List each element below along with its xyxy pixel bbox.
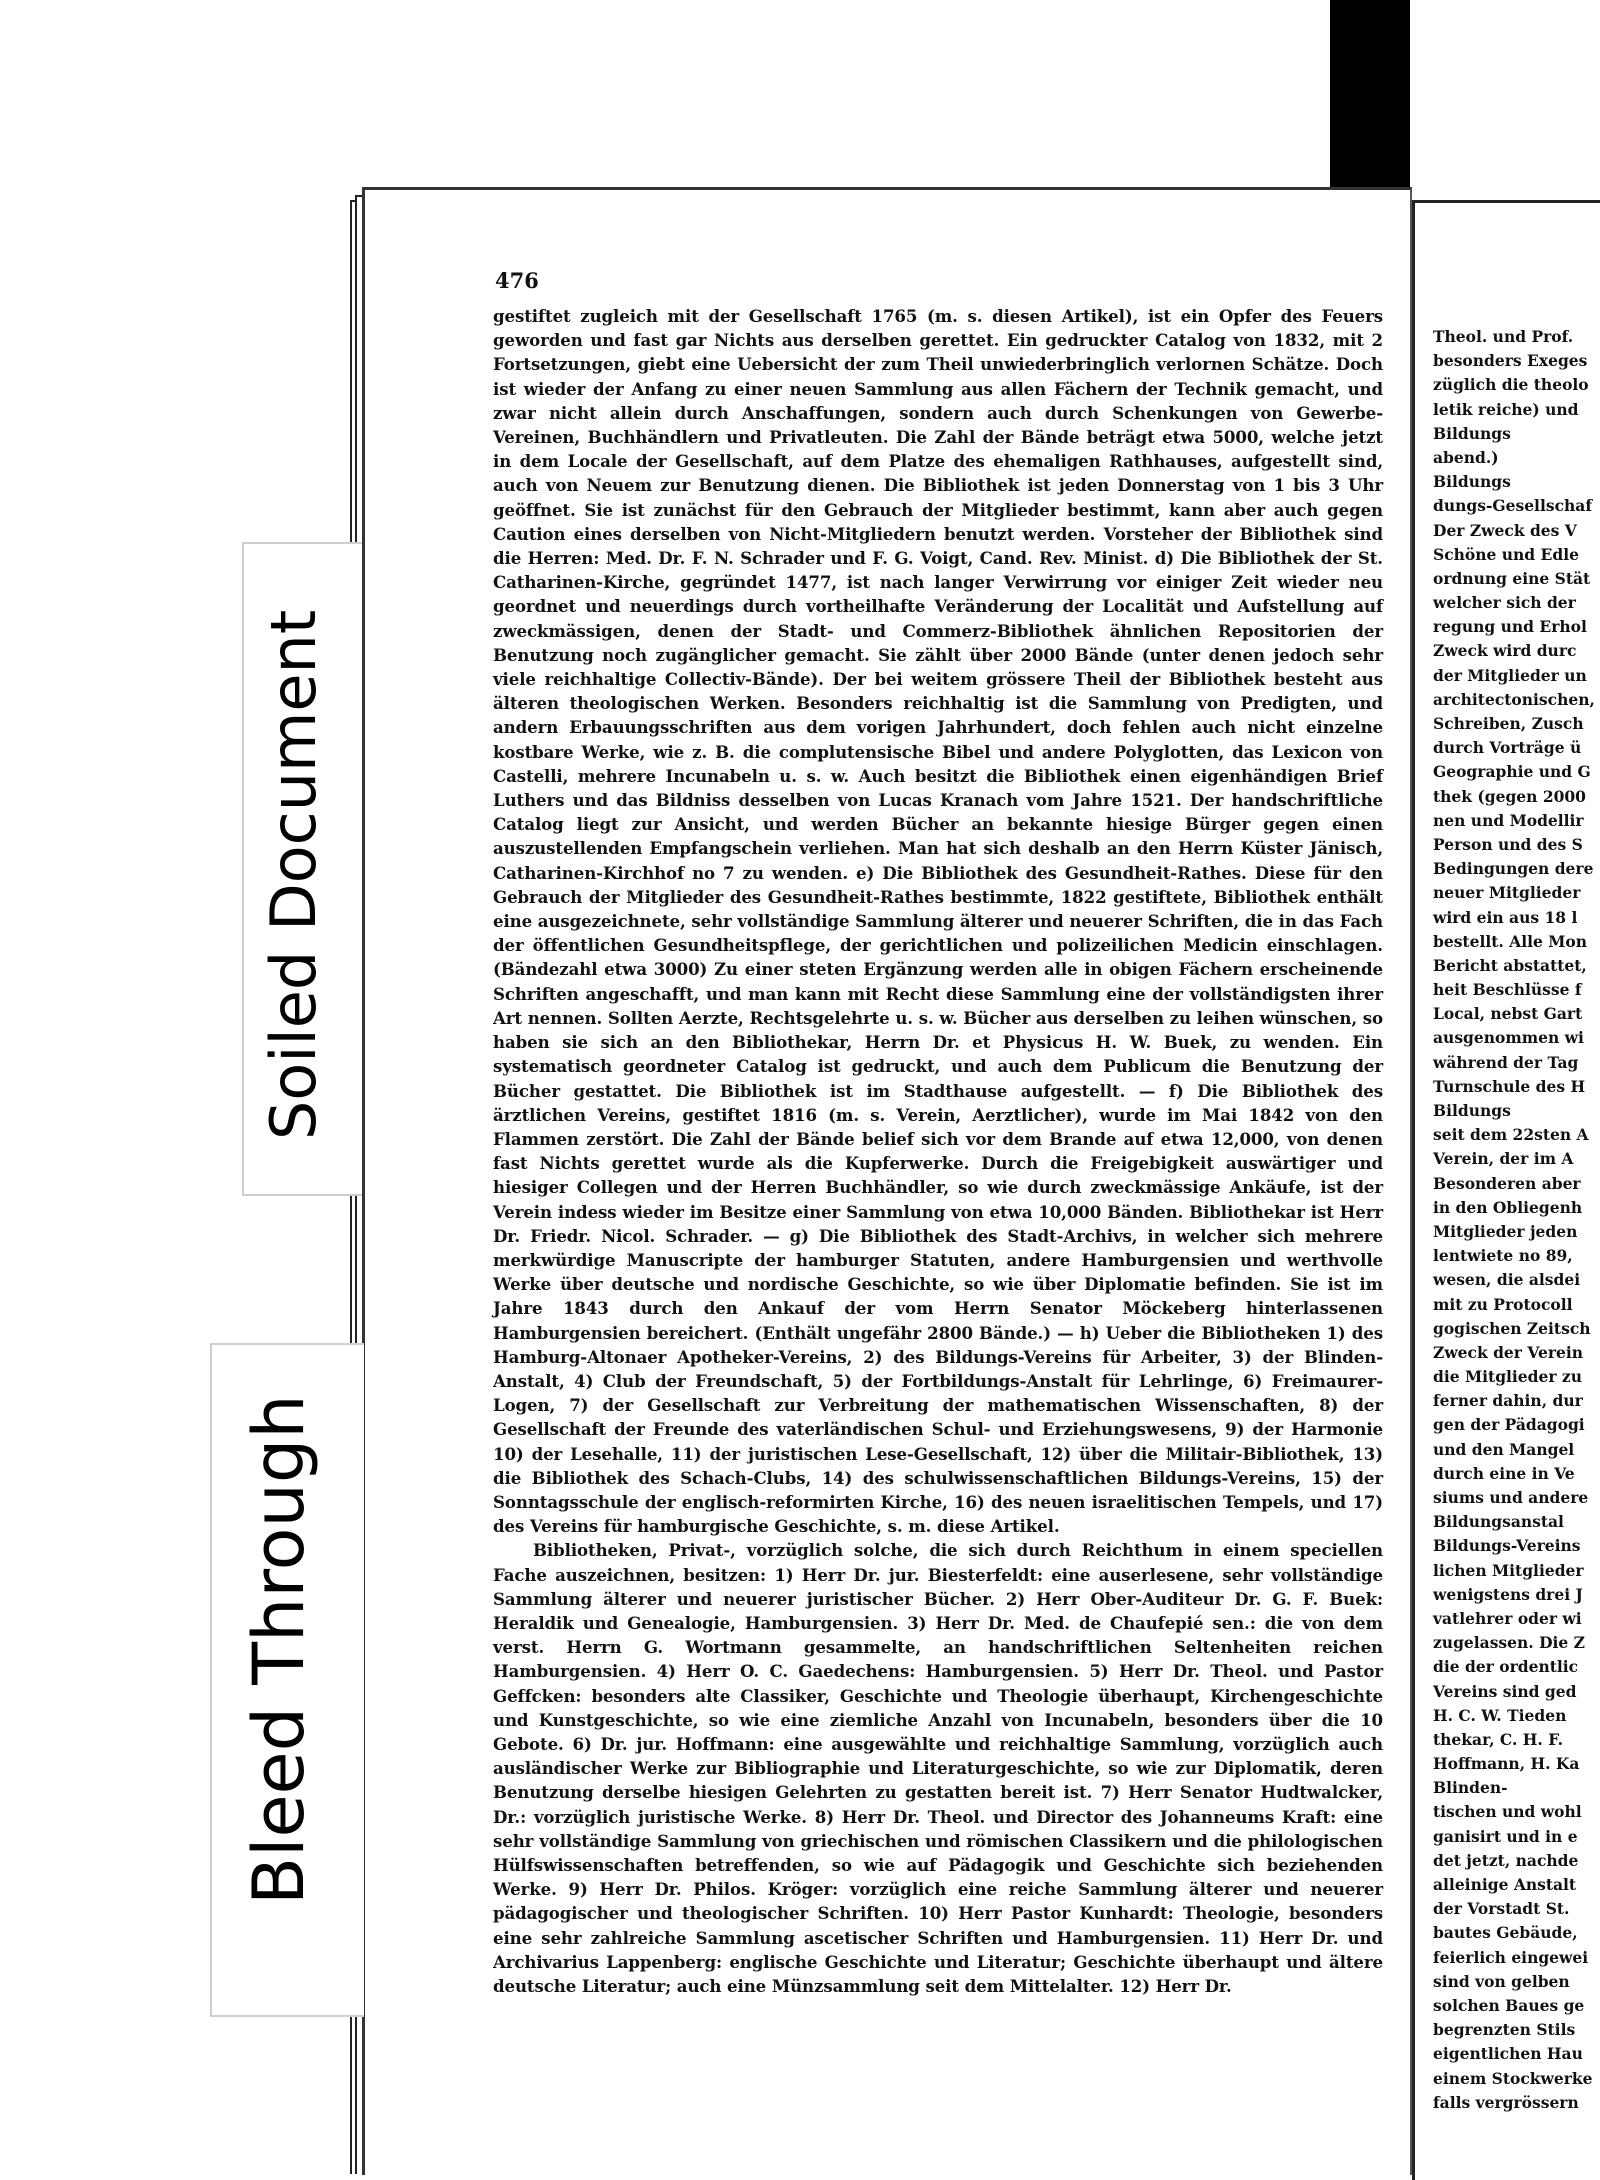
book-page-right xyxy=(1412,200,1600,2180)
right-column-line: Zweck der Verein xyxy=(1433,1342,1584,1362)
right-column-line: vatlehrer oder wi xyxy=(1433,1608,1582,1628)
right-column-line: während der Tag xyxy=(1433,1052,1579,1072)
black-bar xyxy=(1330,0,1410,200)
right-column-line: Besonderen aber xyxy=(1433,1173,1581,1193)
right-column-line: Vereins sind ged xyxy=(1433,1681,1577,1701)
right-column-line: det jetzt, nachde xyxy=(1433,1850,1579,1870)
right-column-line: Der Zweck des V xyxy=(1433,520,1577,540)
right-column-line: gogischen Zeitsch xyxy=(1433,1318,1591,1338)
right-column-line: Theol. und Prof. xyxy=(1433,327,1574,346)
right-column-line: lentwiete no 89, xyxy=(1433,1246,1573,1266)
right-column-line: lichen Mitglieder xyxy=(1433,1560,1584,1580)
right-column-line: mit zu Protocoll xyxy=(1433,1294,1573,1314)
right-column-line: ganisirt und in e xyxy=(1433,1826,1578,1846)
right-column-line: wenigstens drei J xyxy=(1433,1584,1583,1604)
right-column-line: wird ein aus 18 l xyxy=(1433,907,1578,927)
right-column-line: falls vergrössern xyxy=(1433,2092,1579,2112)
right-column-line: Mitglieder jeden xyxy=(1433,1221,1578,1241)
right-column-line: ferner dahin, dur xyxy=(1433,1391,1583,1411)
right-column-line: H. C. W. Tieden xyxy=(1433,1705,1567,1725)
right-column-line: Verein, der im A xyxy=(1433,1149,1574,1169)
right-column-line: Bildungs xyxy=(1433,1101,1511,1120)
right-column-line: Bildungs-Vereins xyxy=(1433,1536,1581,1556)
right-column-line: siums und andere xyxy=(1433,1488,1589,1507)
right-column-line: neuer Mitglieder xyxy=(1433,883,1581,903)
right-column-line: zugelassen. Die Z xyxy=(1433,1633,1585,1653)
right-column-line: dungs-Gesellschaf xyxy=(1433,496,1592,516)
right-column-line: Bildungs xyxy=(1433,423,1511,443)
right-column-line: nen und Modellir xyxy=(1433,810,1584,830)
right-column-line: Schöne und Edle xyxy=(1433,544,1579,564)
right-column-line: der Mitglieder un xyxy=(1433,665,1587,685)
right-column-line: Zweck wird durc xyxy=(1433,641,1577,661)
right-column-line: solchen Baues ge xyxy=(1433,1995,1585,2015)
right-column-line: durch eine in Ve xyxy=(1433,1463,1575,1483)
right-column-line: letik reiche) und xyxy=(1433,399,1579,419)
right-column-line: heit Beschlüsse f xyxy=(1433,980,1582,1000)
paragraph-bibliotheken-privat: Bibliotheken, Privat-, vorzüglich solche, die sich durch Reichthum in einem speciellen Fache auszeichnen, besitzen: 1) Herr Dr. jur. Biesterfeldt: eine auserlesene, sehr vollständige Sammlung älterer und neuerer juristischer Bücher. 2) Herr Ober-Auditeur Dr. G. F. Buek: Heraldik und Genealogie, Hamburgensien. 3) Herr Dr. Med. de Chaufepié sen.: die von dem verst. Herrn G. Wortmann gesammelte, an handschriftlichen Seltenheiten reichen Hamburgensien. 4) Herr O. C. Gaedechens: Hamburgensien. 5) Herr Dr. Theol. und Pastor Geffcken: besonders alte Classiker, Geschichte und Theologie überhaupt, Kirchengeschichte und Kunstgeschichte, so wie eine ziemliche Anzahl von Incunabeln, besonders über die 10 Gebote. 6) Dr. jur. Hoffmann: eine ausgewählte und reichhaltige Sammlung, vorzüglich auch ausländischer Werke zur Bibliographie und Literaturgeschichte, so wie zur Diplomatik, deren Benutzung derselbe hiesigen Gelehrten zu gestatten bereit ist. 7) Herr Senator Hudtwalcker, Dr.: vorzüglich juristische Werke. 8) Herr Dr. Theol. und Director des Johanneums Kraft: eine sehr vollständige Sammlung von griechischen und römischen Classikern und die philologischen Hülfswissenschaften betreffenden, so wie auf Pädagogik und Geschichte sich beziehenden Werke. 9) Herr Dr. Philos. Kröger: vorzüglich eine reiche Sammlung älterer und neuerer pädagogischer und theologischer Schriften. 10) Herr Pastor Kunhardt: Theologie, besonders eine sehr zahlreiche Sammlung ascetischer Schriften und Hamburgensien. 11) Herr Dr. und Archivarius Lappenberg: englische Geschichte und Literatur; Geschichte überhaupt und ältere deutsche Literatur; auch eine Münzsammlung seit dem Mittelalter. 12) Herr Dr. xyxy=(493,1540,1383,1997)
right-column-line: Geographie und G xyxy=(1433,762,1591,782)
right-column-line: die der ordentlic xyxy=(1433,1657,1579,1677)
right-column-line: feierlich eingewei xyxy=(1433,1947,1589,1967)
bleed-through-label: Bleed Through xyxy=(238,1394,320,1905)
right-column-line: ausgenommen wi xyxy=(1433,1028,1584,1048)
right-column-line: Blinden- xyxy=(1433,1778,1508,1798)
right-column-line: abend.) xyxy=(1433,447,1499,467)
book-page-left xyxy=(362,187,1412,2175)
right-column-line: begrenzten Stils xyxy=(1433,2020,1576,2040)
page-body xyxy=(493,304,1383,1998)
right-column-line: Bericht abstattet, xyxy=(1433,955,1587,975)
right-column-line: thek (gegen 2000 xyxy=(1433,786,1586,806)
right-column-line: die Mitglieder zu xyxy=(1433,1367,1582,1387)
right-column-line: Local, nebst Gart xyxy=(1433,1004,1583,1024)
right-column-line: architectonischen, xyxy=(1433,689,1595,709)
right-column-line: gen der Pädagogi xyxy=(1433,1415,1585,1435)
right-column-line: eigentlichen Hau xyxy=(1433,2044,1583,2064)
paragraph-bibliotheken-public: gestiftet zugleich mit der Gesellschaft 1765 (m. s. diesen Artikel), ist ein Opfer des Feuers geworden und fast gar Nichts aus derselben gerettet. Ein gedruckter Catalog von 1832, mit 2 Fortsetzungen, giebt eine Uebersicht der zum Theil unwiederbringlich verlornen Schätze. Doch ist wieder der Anfang zu einer neuen Sammlung aus allen Fächern der Technik gemacht, und zwar nicht allein durch Anschaffungen, sondern auch durch Schenkungen von Gewerbe-Vereinen, Buchhändlern und Privatleuten. Die Zahl der Bände beträgt etwa 5000, welche jetzt in dem Locale der Gesellschaft, auf dem Platze des ehemaligen Rathhauses, aufgestellt sind, auch von Neuem zur Benutzung dienen. Die Bibliothek ist jeden Donnerstag von 1 bis 3 Uhr geöffnet. Sie ist zunächst für den Gebrauch der Mitglieder bestimmt, kann aber auch gegen Caution eines derselben von Nicht-Mitgliedern benutzt werden. Vorsteher der Bibliothek sind die Herren: Med. Dr. F. N. Schrader und F. G. Voigt, Cand. Rev. Minist. d) Die Bibliothek der St. Catharinen-Kirche, gegründet 1477, ist nach langer Verwirrung vor einiger Zeit wieder neu geordnet und neuerdings durch vortheilhafte Veränderung der Localität und Aufstellung auf zweckmässigen, denen der Stadt- und Commerz-Bibliothek ähnlichen Repositorien der Benutzung noch zugänglicher gemacht. Sie zählt über 2000 Bände (unter denen jedoch sehr viele reichhaltige Collectiv-Bände). Der bei weitem grössere Theil der Bibliothek besteht aus älteren theologischen Werken. Besonders reichhaltig ist die Sammlung von Predigten, und andern Erbauungsschriften aus dem vorigen Jahrhundert, doch fehlen auch nicht einzelne kostbare Werke, wie z. B. die complutensische Bibel und andere Polyglotten, das Lexicon von Castelli, mehrere Incunabeln u. s. w. Auch besitzt die Bibliothek einen eigenhändigen Brief Luthers und das Bildniss desselben von Lucas Kranach vom Jahre 1521. Der handschriftliche Catalog liegt zur Ansicht, und werden Bücher an bekannte hiesige Bürger gegen einen auszustellenden Empfangschein verliehen. Man hat sich deshalb an den Herrn Küster Jänisch, Catharinen-Kirchhof no 7 zu wenden. e) Die Bibliothek des Gesundheit-Rathes. Diese für den Gebrauch der Mitglieder des Gesundheit-Rathes bestimmte, 1822 gestiftete, Bibliothek enthält eine ausgezeichnete, sehr vollständige Sammlung älterer und neuerer Schriften, die in das Fach der öffentlichen Gesundheitspflege, der gerichtlichen und polizeilichen Medicin einschlagen. (Bändezahl etwa 3000) Zu einer steten Ergänzung werden alle in obigen Fächern erscheinende Schriften angeschafft, und man kann mit Recht diese Sammlung eine der vollständigsten ihrer Art nennen. Sollten Aerzte, Rechtsgelehrte u. s. w. Bücher aus derselben zu leihen wünschen, so haben sie sich an den Bibliothekar, Herrn Dr. et Physicus H. W. Buek, zu wenden. Ein systematisch geordneter Catalog ist gedruckt, und auch dem Publicum die Benutzung der Bücher gestattet. Die Bibliothek ist im Stadthause aufgestellt. — f) Die Bibliothek des ärztlichen Vereins, gestiftet 1816 (m. s. Verein, Aerztlicher), wurde im Mai 1842 von den Flammen zerstört. Die Zahl der Bände belief sich vor dem Brande auf etwa 12,000, von denen fast Nichts gerettet wurde als die Kupferwerke. Durch die Freigebigkeit auswärtiger und hiesiger Collegen und der Herren Buchhändler, so wie durch zweckmässige Ankäufe, ist der Verein indess wieder im Besitze einer Sammlung von etwa 10,000 Bänden. Bibliothekar ist Herr Dr. Friedr. Nicol. Schrader. — g) Die Bibliothek des Stadt-Archivs, in welcher sich mehrere merkwürdige Manuscripte der hamburger Statuten, andere Hamburgensien und werthvolle Werke über deutsche und nordische Geschichte, so wie über Diplomatie befinden. Sie ist im Jahre 1843 durch den Ankauf der vom Herrn Senator Möckeberg hinterlassenen Hamburgensien bereichert. (Enthält ungefähr 2800 Bände.) — h) Ueber die Bibliotheken 1) des Hamburg-Altonaer Apotheker-Vereins, 2) des Bildungs-Vereins für Arbeiter, 3) der Blinden-Anstalt, 4) Club der Freundschaft, 5) der Fortbildungs-Anstalt für Lehrlinge, 6) Freimaurer-Logen, 7) der Gesellschaft zur Verbreitung der mathematischen Wissenschaften, 8) der Gesellschaft der Freunde des vaterländischen Schul- und Erziehungswesens, 9) der Harmonie 10) der Lesehalle, 11) der juristischen Lese-Gesellschaft, 12) über die Militair-Bibliothek, 13) die Bibliothek des Schach-Clubs, 14) des schulwissenschaftlichen Bildungs-Vereins, 15) der Sonntagsschule der englisch-reformirten Kirche, 16) des neuen israelitischen Tempels, und 17) des Vereins für hamburgische Geschichte, s. m. diese Artikel. xyxy=(493,306,1383,1537)
right-column-line: in den Obliegenh xyxy=(1433,1197,1583,1217)
right-column-line: alleinige Anstalt xyxy=(1433,1875,1577,1894)
right-column-line: bautes Gebäude, xyxy=(1433,1923,1578,1943)
right-column-line: tischen und wohl xyxy=(1433,1802,1582,1822)
right-column-line: Bildungsanstal xyxy=(1433,1512,1564,1532)
right-column-line: bestellt. Alle Mon xyxy=(1433,931,1588,951)
right-column-line: Schreiben, Zusch xyxy=(1433,714,1584,733)
right-column-line: seit dem 22sten A xyxy=(1433,1125,1589,1145)
right-column-line: der Vorstadt St. xyxy=(1433,1899,1570,1919)
right-column-line: welcher sich der xyxy=(1433,593,1576,613)
right-column-line: besonders Exeges xyxy=(1433,351,1588,371)
page-number: 476 xyxy=(495,268,539,293)
right-column-line: Turnschule des H xyxy=(1433,1076,1586,1096)
right-column-line: Bedingungen dere xyxy=(1433,859,1594,879)
right-column-line: durch Vorträge ü xyxy=(1433,738,1582,758)
right-column-line: Person und des S xyxy=(1433,834,1583,854)
right-column-line: und den Mangel xyxy=(1433,1439,1575,1459)
right-column-line: züglich die theolo xyxy=(1433,375,1589,395)
right-column-line: thekar, C. H. F. xyxy=(1433,1729,1564,1749)
right-column-line: regung und Erhol xyxy=(1433,617,1587,637)
right-column-text xyxy=(1433,325,1600,2115)
right-column-line: einem Stockwerke xyxy=(1433,2068,1593,2088)
right-column-line: Hoffmann, H. Ka xyxy=(1433,1754,1580,1774)
right-column-line: ordnung eine Stät xyxy=(1433,568,1591,588)
right-column-line: Bildungs xyxy=(1433,472,1511,492)
right-column-line: sind von gelben xyxy=(1433,1971,1570,1991)
soiled-document-label: Soiled Document xyxy=(257,609,330,1140)
right-column-line: wesen, die alsdei xyxy=(1433,1270,1581,1290)
